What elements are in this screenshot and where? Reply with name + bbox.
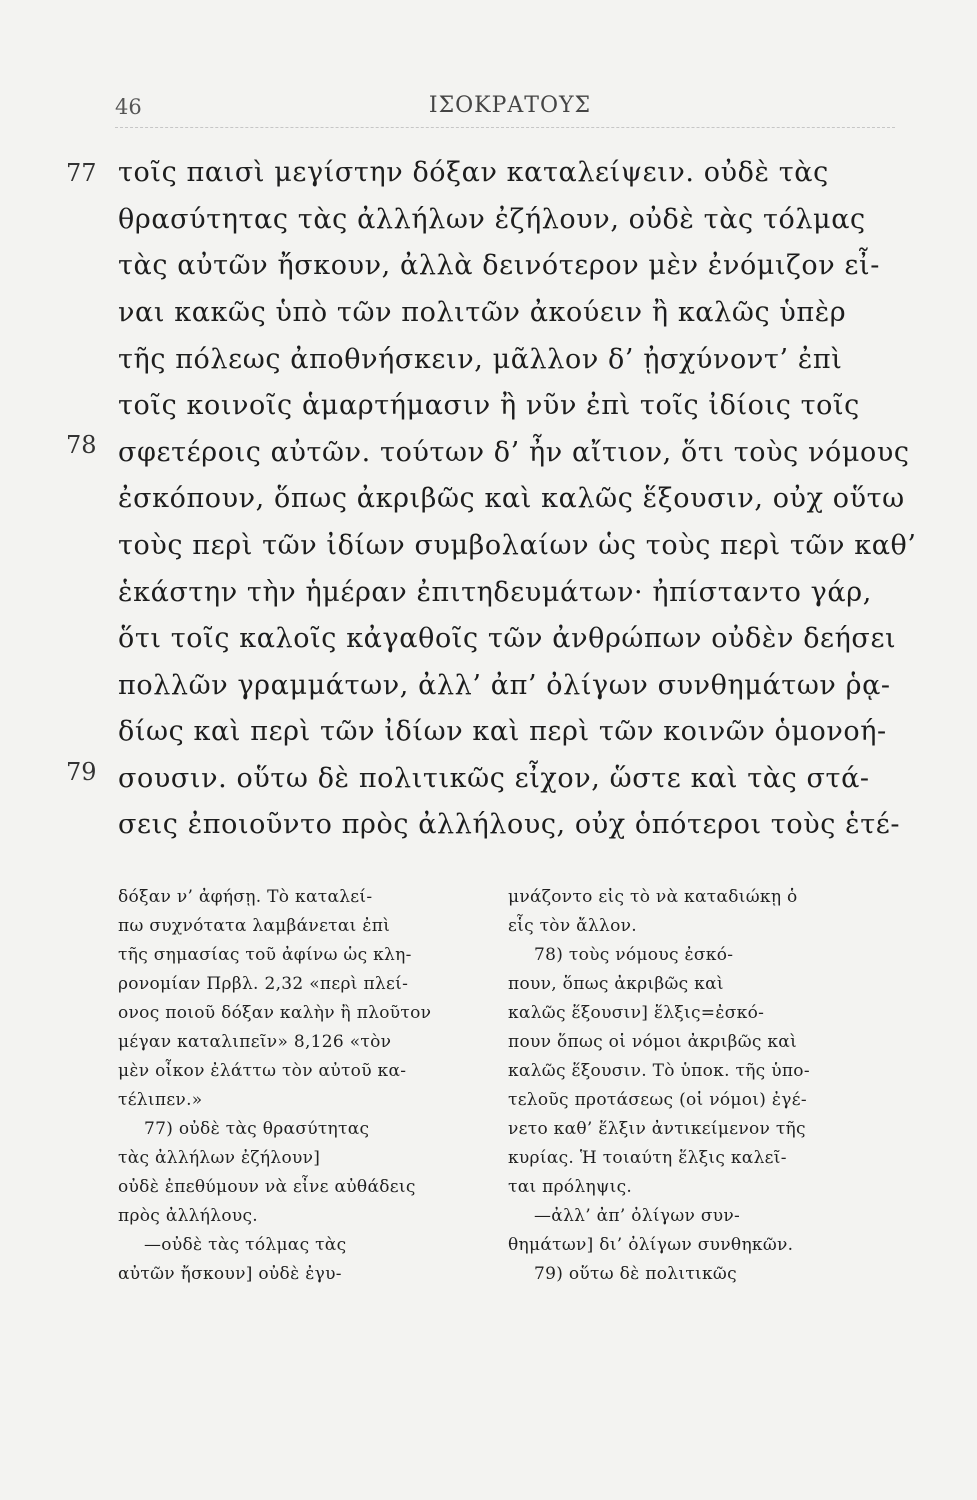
note-line: τέλιπεν.» [118, 1090, 203, 1110]
note-line: θημάτων] δι’ ὀλίγων συνθηκῶν. [508, 1235, 794, 1255]
main-line: θρασύτητας τὰς ἀλλήλων ἐζήλουν, οὐδὲ τὰς τόλμας [118, 204, 866, 235]
note-line: δόξαν ν’ ἀφήσῃ. Τὸ καταλεί- [118, 887, 373, 907]
note-line: —οὐδὲ τὰς τόλμας τὰς [144, 1235, 347, 1255]
main-line: σουσιν. οὕτω δὲ πολιτικῶς εἶχον, ὥστε καὶ τὰς στά- [118, 763, 870, 794]
main-line: τοῖς παισὶ μεγίστην δόξαν καταλείψειν. οὐδὲ τὰς [118, 157, 829, 188]
note-line: νετο καθ’ ἕλξιν ἀντικείμενον τῆς [508, 1119, 806, 1139]
note-line: μέγαν καταλιπεῖν» 8,126 «τὸν [118, 1032, 392, 1052]
notes-right-column [508, 883, 893, 1289]
main-line: πολλῶν γραμμάτων, ἀλλ’ ἀπ’ ὀλίγων συνθημάτων ῥᾳ- [118, 670, 891, 701]
main-line: δίως καὶ περὶ τῶν ἰδίων καὶ περὶ τῶν κοινῶν ὁμονοή- [118, 716, 887, 747]
main-line: ἑκάστην τὴν ἡμέραν ἐπιτηδευμάτων· ἠπίσταντο γάρ, [118, 577, 872, 608]
note-line: εἷς τὸν ἄλλον. [508, 916, 637, 936]
note-line: πουν, ὅπως ἀκριβῶς καὶ [508, 974, 724, 994]
section-number-79: 79 [66, 758, 97, 786]
note-line: οὐδὲ ἐπεθύμουν νὰ εἶνε αὐθάδεις [118, 1177, 416, 1197]
note-line: ρονομίαν Πρβλ. 2,32 «περὶ πλεί- [118, 974, 409, 994]
note-line: αὐτῶν ἤσκουν] οὐδὲ ἐγυ- [118, 1264, 342, 1284]
note-line: πω συχνότατα λαμβάνεται ἐπὶ [118, 916, 391, 936]
note-line: —ἀλλ’ ἀπ’ ὀλίγων συν- [534, 1206, 741, 1226]
main-line: τῆς πόλεως ἀποθνήσκειν, μᾶλλον δ’ ᾐσχύνοντ’ ἐπὶ [118, 344, 843, 375]
section-number-77: 77 [66, 159, 97, 187]
section-number-78: 78 [66, 431, 97, 459]
notes-left-column [118, 883, 490, 1289]
note-line: τὰς ἀλλήλων ἐζήλουν] [118, 1148, 321, 1168]
running-title: ΙΣΟΚΡΑΤΟΥΣ [428, 93, 592, 118]
main-line: τοῖς κοινοῖς ἁμαρτήμασιν ἢ νῦν ἐπὶ τοῖς ἰδίοις τοῖς [118, 390, 860, 421]
note-line: 79) οὕτω δὲ πολιτικῶς [534, 1264, 737, 1284]
main-line: ἐσκόπουν, ὅπως ἀκριβῶς καὶ καλῶς ἕξουσιν, οὐχ οὕτω [118, 483, 905, 514]
note-line: μνάζοντο εἰς τὸ νὰ καταδιώκῃ ὁ [508, 887, 798, 907]
note-line: κυρίας. Ἡ τοιαύτη ἕλξις καλεῖ- [508, 1148, 787, 1168]
note-line: ται πρόληψις. [508, 1177, 633, 1197]
main-line: ναι κακῶς ὑπὸ τῶν πολιτῶν ἀκούειν ἢ καλῶς ὑπὲρ [118, 297, 847, 328]
note-line: καλῶς ἕξουσιν. Τὸ ὑποκ. τῆς ὑπο- [508, 1061, 810, 1081]
note-line: 78) τοὺς νόμους ἐσκό- [534, 945, 734, 965]
note-line: καλῶς ἕξουσιν] ἕλξις=ἐσκό- [508, 1003, 765, 1023]
note-line: μὲν οἶκον ἐλάττω τὸν αὐτοῦ κα- [118, 1061, 407, 1081]
note-line: τελοῦς προτάσεως (οἱ νόμοι) ἐγέ- [508, 1090, 807, 1110]
main-line: σφετέροις αὐτῶν. τούτων δ’ ἦν αἴτιον, ὅτι τοὺς νόμους [118, 437, 910, 468]
note-line: πουν ὅπως οἱ νόμοι ἀκριβῶς καὶ [508, 1032, 798, 1052]
note-line: πρὸς ἀλλήλους. [118, 1206, 259, 1226]
note-line: 77) οὐδὲ τὰς θρασύτητας [144, 1119, 370, 1139]
main-line: τὰς αὐτῶν ἤσκουν, ἀλλὰ δεινότερον μὲν ἐνόμιζον εἶ- [118, 250, 880, 281]
note-line: ονος ποιοῦ δόξαν καλὴν ἢ πλοῦτον [118, 1003, 432, 1023]
main-line: ὅτι τοῖς καλοῖς κἀγαθοῖς τῶν ἀνθρώπων οὐδὲν δεήσει [118, 623, 897, 654]
main-line: τοὺς περὶ τῶν ἰδίων συμβολαίων ὡς τοὺς περὶ τῶν καθ’ [118, 530, 917, 561]
note-line: τῆς σημασίας τοῦ ἀφίνω ὡς κλη- [118, 945, 412, 965]
header-rule [115, 127, 895, 128]
page-number: 46 [115, 95, 142, 119]
main-line: σεις ἐποιοῦντο πρὸς ἀλλήλους, οὐχ ὁπότεροι τοὺς ἑτέ- [118, 809, 901, 840]
